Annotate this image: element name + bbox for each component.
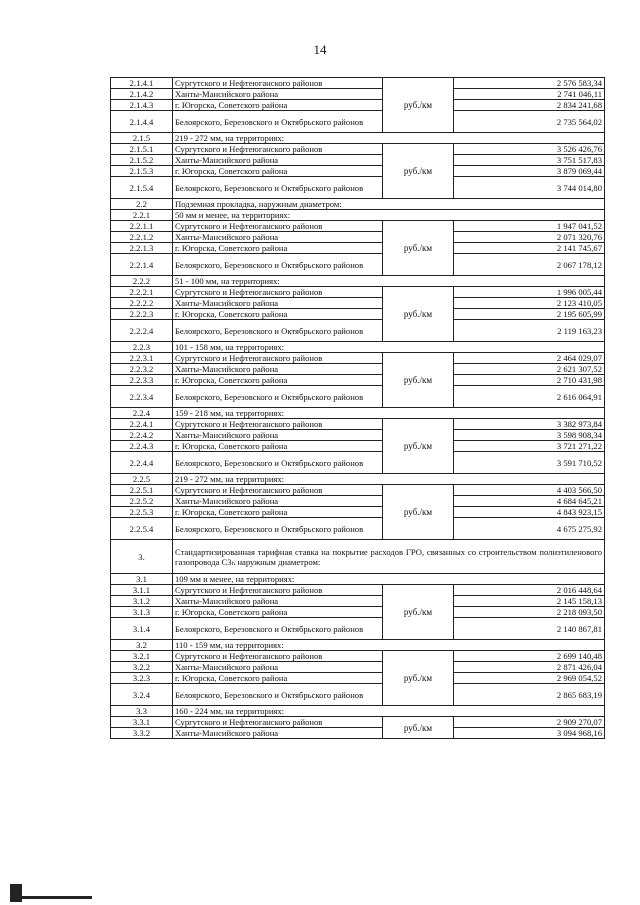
row-number: 2.2.4.4 <box>111 452 173 474</box>
row-number: 2.1.5.3 <box>111 166 173 177</box>
row-territory: г. Югорска, Советского района <box>173 243 383 254</box>
unit-cell: руб./км <box>383 78 454 133</box>
row-value: 1 996 005,44 <box>454 287 605 298</box>
row-number: 2.2.4.2 <box>111 430 173 441</box>
row-territory: Ханты-Мансийского района <box>173 728 383 739</box>
row-number: 3.2.2 <box>111 662 173 673</box>
row-value: 4 675 275,92 <box>454 518 605 540</box>
row-territory: Сургутского и Нефтеюганского районов <box>173 287 383 298</box>
row-value: 1 947 041,52 <box>454 221 605 232</box>
row-territory: г. Югорска, Советского района <box>173 166 383 177</box>
header-row <box>111 210 605 221</box>
row-number: 2.1.4.3 <box>111 100 173 111</box>
row-territory: Сургутского и Нефтеюганского районов <box>173 78 383 89</box>
table-row <box>111 728 605 739</box>
row-value: 3 526 426,76 <box>454 144 605 155</box>
row-number: 3.1.4 <box>111 618 173 640</box>
row-value: 2 464 029,07 <box>454 353 605 364</box>
row-territory: г. Югорска, Советского района <box>173 673 383 684</box>
row-title: 109 мм и менее, на территориях: <box>173 574 605 585</box>
table-row <box>111 662 605 673</box>
row-value: 2 621 307,52 <box>454 364 605 375</box>
unit-cell: руб./км <box>383 353 454 408</box>
tariff-table <box>110 77 605 739</box>
table-row <box>111 673 605 684</box>
row-value: 2 871 426,04 <box>454 662 605 673</box>
row-number: 3.2.3 <box>111 673 173 684</box>
row-value: 3 744 014,80 <box>454 177 605 199</box>
row-value: 2 909 270,07 <box>454 717 605 728</box>
row-number: 2.2.3.3 <box>111 375 173 386</box>
row-number: 3.1.3 <box>111 607 173 618</box>
row-number: 2.2.1.3 <box>111 243 173 254</box>
row-territory: Ханты-Мансийского района <box>173 364 383 375</box>
row-value: 2 218 093,50 <box>454 607 605 618</box>
row-value: 3 879 069,44 <box>454 166 605 177</box>
unit-cell: руб./км <box>383 717 454 739</box>
row-value: 4 843 923,15 <box>454 507 605 518</box>
row-number: 2.2 <box>111 199 173 210</box>
row-territory: Ханты-Мансийского района <box>173 298 383 309</box>
row-territory: Ханты-Мансийского района <box>173 596 383 607</box>
table-row <box>111 386 605 408</box>
table-row <box>111 320 605 342</box>
row-territory: Ханты-Мансийского района <box>173 89 383 100</box>
table-row <box>111 684 605 706</box>
table-row <box>111 155 605 166</box>
row-value: 3 382 973,84 <box>454 419 605 430</box>
row-number: 3. <box>111 540 173 574</box>
header-row <box>111 474 605 485</box>
row-value: 3 591 710,52 <box>454 452 605 474</box>
unit-cell: руб./км <box>383 585 454 640</box>
row-value: 2 616 064,91 <box>454 386 605 408</box>
row-value: 2 576 583,34 <box>454 78 605 89</box>
row-number: 3.3 <box>111 706 173 717</box>
row-number: 3.3.2 <box>111 728 173 739</box>
row-territory: Ханты-Мансийского района <box>173 430 383 441</box>
row-value: 2 071 320,76 <box>454 232 605 243</box>
table-row <box>111 232 605 243</box>
row-territory: г. Югорска, Советского района <box>173 100 383 111</box>
row-number: 2.1.5.2 <box>111 155 173 166</box>
row-territory: Белоярского, Березовского и Октябрьского районов <box>173 452 383 474</box>
row-value: 2 195 605,99 <box>454 309 605 320</box>
section-row <box>111 540 605 574</box>
table-row <box>111 89 605 100</box>
row-territory: Сургутского и Нефтеюганского районов <box>173 485 383 496</box>
table-row <box>111 364 605 375</box>
row-number: 2.1.5 <box>111 133 173 144</box>
unit-cell: руб./км <box>383 221 454 276</box>
row-number: 2.2.1.2 <box>111 232 173 243</box>
row-number: 2.1.5.4 <box>111 177 173 199</box>
row-number: 2.2.5.4 <box>111 518 173 540</box>
table-row <box>111 485 605 496</box>
row-number: 2.2.2.3 <box>111 309 173 320</box>
table-row <box>111 496 605 507</box>
row-value: 2 119 163,23 <box>454 320 605 342</box>
row-number: 2.2.1 <box>111 210 173 221</box>
row-number: 3.2.4 <box>111 684 173 706</box>
row-territory: г. Югорска, Советского района <box>173 441 383 452</box>
table-row <box>111 298 605 309</box>
row-title: 219 - 272 мм, на территориях: <box>173 474 605 485</box>
table-row <box>111 287 605 298</box>
table-row <box>111 309 605 320</box>
table-row <box>111 166 605 177</box>
row-number: 3.1 <box>111 574 173 585</box>
table-row <box>111 618 605 640</box>
row-number: 3.2.1 <box>111 651 173 662</box>
row-number: 2.1.4.4 <box>111 111 173 133</box>
unit-cell: руб./км <box>383 651 454 706</box>
table-row <box>111 717 605 728</box>
row-territory: Белоярского, Березовского и Октябрьского районов <box>173 386 383 408</box>
row-value: 2 141 745,67 <box>454 243 605 254</box>
row-value: 2 067 178,12 <box>454 254 605 276</box>
row-territory: Сургутского и Нефтеюганского районов <box>173 717 383 728</box>
row-title: 51 - 100 мм, на территориях: <box>173 276 605 287</box>
row-number: 2.2.3.1 <box>111 353 173 364</box>
row-territory: Ханты-Мансийского района <box>173 496 383 507</box>
row-number: 2.2.4 <box>111 408 173 419</box>
row-territory: Сургутского и Нефтеюганского районов <box>173 221 383 232</box>
row-territory: Белоярского, Березовского и Октябрьского районов <box>173 111 383 133</box>
row-territory: Белоярского, Березовского и Октябрьского районов <box>173 684 383 706</box>
row-value: 2 140 867,81 <box>454 618 605 640</box>
table-row <box>111 144 605 155</box>
row-value: 3 751 517,83 <box>454 155 605 166</box>
row-number: 3.2 <box>111 640 173 651</box>
table-row <box>111 375 605 386</box>
row-value: 2 735 564,02 <box>454 111 605 133</box>
row-territory: Ханты-Мансийского района <box>173 662 383 673</box>
unit-cell: руб./км <box>383 419 454 474</box>
row-number: 3.1.1 <box>111 585 173 596</box>
header-row <box>111 574 605 585</box>
table-row <box>111 585 605 596</box>
row-number: 2.1.5.1 <box>111 144 173 155</box>
unit-cell: руб./км <box>383 485 454 540</box>
row-territory: Белоярского, Березовского и Октябрьского районов <box>173 518 383 540</box>
row-title: 110 - 159 мм, на территориях: <box>173 640 605 651</box>
table-row <box>111 78 605 89</box>
row-value: 3 598 908,34 <box>454 430 605 441</box>
table-row <box>111 518 605 540</box>
row-number: 2.2.3.2 <box>111 364 173 375</box>
row-title: Стандартизированная тарифная ставка на покрытие расходов ГРО, связанных со строительством полиэтиленового газопровода С3ₕ наружным диаметром: <box>173 540 605 574</box>
row-number: 2.2.5 <box>111 474 173 485</box>
row-territory: г. Югорска, Советского района <box>173 507 383 518</box>
unit-cell: руб./км <box>383 144 454 199</box>
page-number: 14 <box>313 42 327 57</box>
row-number: 3.3.1 <box>111 717 173 728</box>
table-row <box>111 419 605 430</box>
row-title: 159 - 218 мм, на территориях: <box>173 408 605 419</box>
row-number: 2.2.5.3 <box>111 507 173 518</box>
row-number: 2.2.2.2 <box>111 298 173 309</box>
table-row <box>111 221 605 232</box>
row-territory: Белоярского, Березовского и Октябрьского районов <box>173 254 383 276</box>
row-number: 2.2.5.1 <box>111 485 173 496</box>
header-row <box>111 706 605 717</box>
row-value: 2 834 241,68 <box>454 100 605 111</box>
row-value: 2 710 431,98 <box>454 375 605 386</box>
row-value: 2 123 410,05 <box>454 298 605 309</box>
table-row <box>111 452 605 474</box>
table-row <box>111 651 605 662</box>
table-row <box>111 607 605 618</box>
row-title: 101 - 158 мм, на территориях: <box>173 342 605 353</box>
row-title: Подземная прокладка, наружным диаметром: <box>173 199 605 210</box>
row-territory: г. Югорска, Советского района <box>173 607 383 618</box>
row-territory: г. Югорска, Советского района <box>173 375 383 386</box>
header-row <box>111 640 605 651</box>
row-territory: г. Югорска, Советского района <box>173 309 383 320</box>
row-number: 3.1.2 <box>111 596 173 607</box>
row-territory: Сургутского и Нефтеюганского районов <box>173 651 383 662</box>
header-row <box>111 276 605 287</box>
row-title: 160 - 224 мм, на территориях: <box>173 706 605 717</box>
row-value: 2 016 448,64 <box>454 585 605 596</box>
table-row <box>111 111 605 133</box>
row-number: 2.2.4.1 <box>111 419 173 430</box>
row-number: 2.1.4.1 <box>111 78 173 89</box>
table-row <box>111 177 605 199</box>
row-value: 3 094 968,16 <box>454 728 605 739</box>
row-number: 2.2.1.4 <box>111 254 173 276</box>
table-row <box>111 441 605 452</box>
table-row <box>111 430 605 441</box>
row-value: 2 699 140,48 <box>454 651 605 662</box>
unit-cell: руб./км <box>383 287 454 342</box>
row-territory: Сургутского и Нефтеюганского районов <box>173 144 383 155</box>
row-title: 219 - 272 мм, на территориях: <box>173 133 605 144</box>
table-row <box>111 353 605 364</box>
row-number: 2.2.2.4 <box>111 320 173 342</box>
table-row <box>111 596 605 607</box>
row-territory: Ханты-Мансийского района <box>173 155 383 166</box>
table-row <box>111 254 605 276</box>
row-number: 2.2.4.3 <box>111 441 173 452</box>
row-territory: Сургутского и Нефтеюганского районов <box>173 585 383 596</box>
row-territory: Белоярского, Березовского и Октябрьского районов <box>173 618 383 640</box>
table-row <box>111 507 605 518</box>
row-value: 4 684 645,21 <box>454 496 605 507</box>
row-territory: Белоярского, Березовского и Октябрьского районов <box>173 320 383 342</box>
scan-mark <box>10 884 22 902</box>
row-number: 2.2.2 <box>111 276 173 287</box>
row-number: 2.2.5.2 <box>111 496 173 507</box>
row-number: 2.1.4.2 <box>111 89 173 100</box>
header-row <box>111 133 605 144</box>
header-row <box>111 199 605 210</box>
table-row <box>111 100 605 111</box>
header-row <box>111 408 605 419</box>
row-value: 2 145 158,13 <box>454 596 605 607</box>
row-number: 2.2.3.4 <box>111 386 173 408</box>
row-value: 3 721 271,22 <box>454 441 605 452</box>
row-title: 50 мм и менее, на территориях: <box>173 210 605 221</box>
row-territory: Белоярского, Березовского и Октябрьского районов <box>173 177 383 199</box>
header-row <box>111 342 605 353</box>
row-number: 2.2.3 <box>111 342 173 353</box>
row-territory: Сургутского и Нефтеюганского районов <box>173 419 383 430</box>
row-number: 2.2.1.1 <box>111 221 173 232</box>
scan-mark <box>22 896 92 899</box>
row-value: 2 865 683,19 <box>454 684 605 706</box>
row-value: 4 403 566,50 <box>454 485 605 496</box>
row-territory: Сургутского и Нефтеюганского районов <box>173 353 383 364</box>
row-value: 2 969 054,52 <box>454 673 605 684</box>
row-value: 2 741 046,11 <box>454 89 605 100</box>
table-row <box>111 243 605 254</box>
row-territory: Ханты-Мансийского района <box>173 232 383 243</box>
row-number: 2.2.2.1 <box>111 287 173 298</box>
